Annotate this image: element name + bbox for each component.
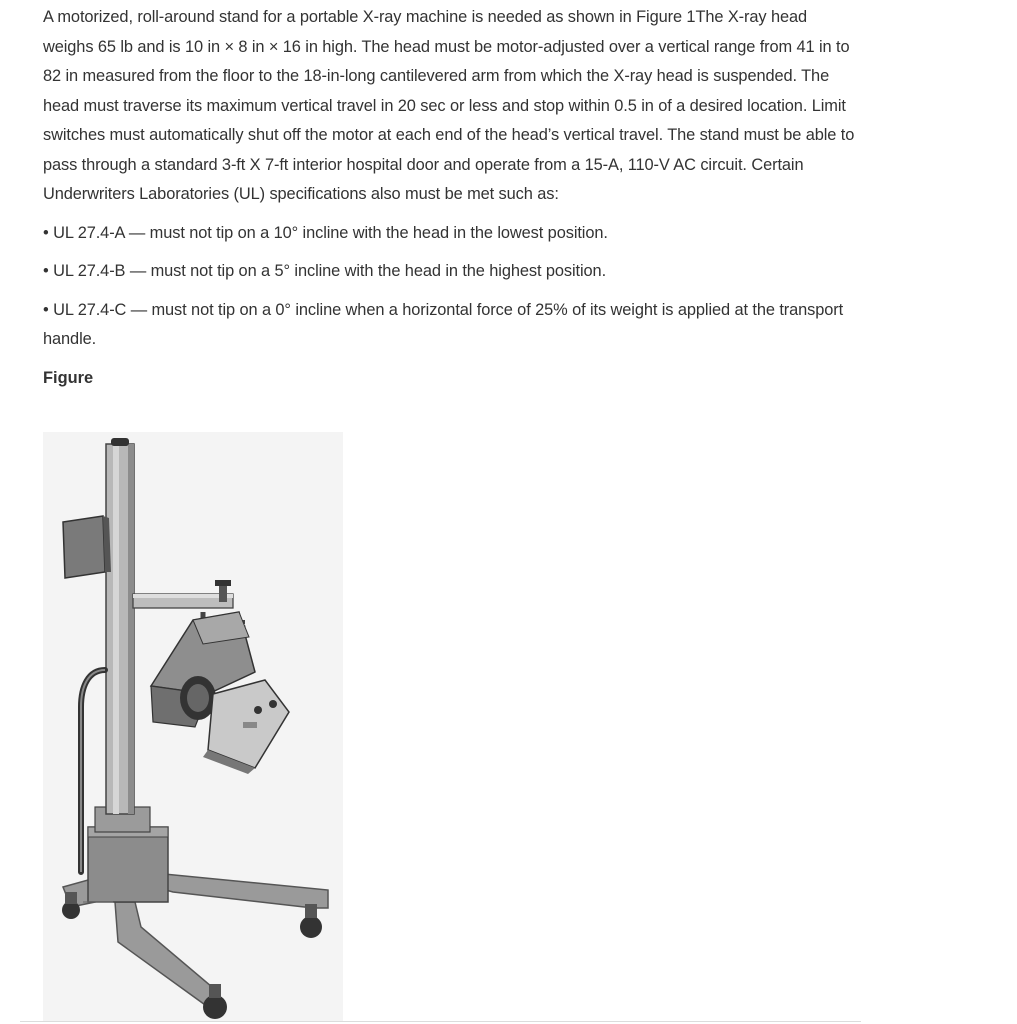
spec-bullet-ul-27-4-a: • UL 27.4-A — must not tip on a 10° incline with the head in the lowest position. bbox=[43, 223, 608, 242]
figure-label: Figure bbox=[43, 368, 94, 387]
spec-bullet-ul-27-4-c: • UL 27.4-C — must not tip on a 0° incline when a horizontal force of 25% of its weight is applied at the transport handle. bbox=[43, 300, 844, 348]
problem-paragraph: A motorized, roll-around stand for a portable X-ray machine is needed as shown in Figure 1The X-ray head weighs 65 lb and is 10 in × 8 in × 16 in high. The head must be motor-adjusted over a vertical range from 41 in to 82 in measured from the floor to the 18-in-long cantilevered arm from which the X-ray head is suspended. The head must traverse its maximum vertical travel in 20 sec or less and stop within 0.5 in of a desired location. Limit switches must automatically shut off the motor at each end of the head’s vertical travel. The stand must be able to pass through a standard 3-ft X 7-ft interior hospital door and operate from a 15-A, 110-V AC circuit. Certain Underwriters Laboratories (UL) specifications also must be met such as: bbox=[43, 8, 855, 203]
xray-stand-figure bbox=[43, 432, 343, 1022]
bottom-divider bbox=[20, 1021, 861, 1022]
spec-bullet-ul-27-4-b: • UL 27.4-B — must not tip on a 5° incline with the head in the highest position. bbox=[43, 262, 607, 280]
problem-content bbox=[43, 3, 861, 393]
vertical-mast bbox=[106, 438, 134, 814]
control-box bbox=[63, 516, 111, 578]
base-housing bbox=[88, 827, 168, 902]
